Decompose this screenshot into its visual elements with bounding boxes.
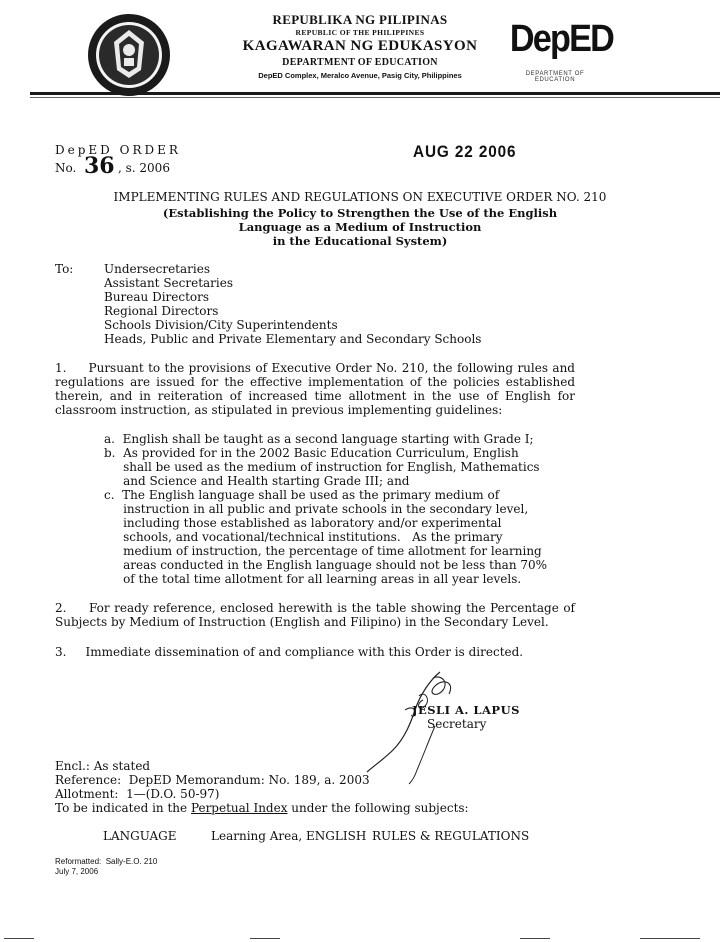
deped-seal-logo: [86, 12, 172, 98]
signatory-name: JESLI A. LAPUS: [412, 703, 520, 717]
scan-artifact: [250, 938, 280, 939]
perpetual-index-prefix: To be indicated in the: [55, 801, 191, 815]
letterhead-department: DEPARTMENT OF EDUCATION: [282, 57, 438, 68]
paragraph-1-line: 1. Pursuant to the provisions of Executive Order No. 210, the following rules and: [55, 361, 575, 375]
recipient-item: Regional Directors: [104, 304, 219, 318]
list-item-c: c. The English language shall be used as the primary medium of: [104, 488, 500, 502]
list-item-a: a. English shall be taught as a second language starting with Grade I;: [104, 432, 534, 446]
index-subject: RULES & REGULATIONS: [372, 829, 530, 843]
paragraph-1-line: therein, and in reiteration of increased time allotment in the use of English for: [55, 389, 575, 403]
deped-wordmark-caption: DEPARTMENT OF EDUCATION: [525, 71, 585, 83]
list-item-c-line: instruction in all public and private schools in the secondary level,: [104, 502, 529, 516]
list-item-b: b. As provided for in the 2002 Basic Education Curriculum, English: [104, 446, 519, 460]
recipient-item: Bureau Directors: [104, 290, 210, 304]
order-number: 36: [84, 153, 115, 179]
recipient-item: Heads, Public and Private Elementary and Secondary Schools: [104, 332, 482, 346]
date-stamp: AUG 22 2006: [413, 142, 517, 161]
recipient-item: Undersecretaries: [104, 262, 210, 276]
document-subtitle-line-1: (Establishing the Policy to Strengthen the Use of the English: [162, 206, 558, 220]
perpetual-index-note: [55, 801, 469, 815]
reformatted-date: July 7, 2006: [55, 867, 99, 876]
perpetual-index-suffix: under the following subjects:: [287, 801, 469, 815]
scan-artifact: [520, 938, 550, 939]
letterhead-republic: REPUBLIKA NG PILIPINAS: [272, 12, 448, 27]
document-subtitle-line-3: in the Educational System): [272, 234, 448, 248]
order-number-label: No.: [55, 161, 77, 175]
index-subject: Learning Area, ENGLISH: [211, 829, 367, 843]
perpetual-index-link: Perpetual Index: [190, 801, 288, 815]
index-subject: LANGUAGE: [103, 829, 177, 843]
order-label: DepED ORDER: [55, 143, 181, 157]
paragraph-3: 3. Immediate dissemination of and compliance with this Order is directed.: [55, 645, 524, 659]
document-subtitle-line-2: Language as a Medium of Instruction: [238, 220, 482, 234]
list-item-b-line: shall be used as the medium of instruction for English, Mathematics: [104, 460, 540, 474]
list-item-c-line: of the total time allotment for all learning areas in all year levels.: [104, 572, 522, 586]
enclosure-note: Encl.: As stated: [55, 759, 151, 773]
paragraph-1-line: regulations are issued for the effective implementation of the policies established: [55, 375, 575, 389]
recipient-item: Schools Division/City Superintendents: [104, 318, 338, 332]
letterhead-rule-thin: [30, 97, 720, 98]
reference-note: Reference: DepED Memorandum: No. 189, a. 2003: [55, 773, 370, 787]
to-label: To:: [55, 262, 74, 276]
list-item-b-line: and Science and Health starting Grade III; and: [104, 474, 410, 488]
list-item-c-line: areas conducted in the English language should not be less than 70%: [104, 558, 548, 572]
scan-artifact: [4, 938, 34, 939]
deped-wordmark-text: DepED: [509, 18, 614, 60]
deped-wordmark-logo: [505, 18, 614, 93]
allotment-note: Allotment: 1—(D.O. 50-97): [55, 787, 220, 801]
paragraph-2-line: Subjects by Medium of Instruction (English and Filipino) in the Secondary Level.: [55, 615, 549, 629]
paragraph-1-line: classroom instruction, as stipulated in previous implementing guidelines:: [55, 403, 503, 417]
list-item-c-line: medium of instruction, the percentage of time allotment for learning: [104, 544, 542, 558]
document-title: IMPLEMENTING RULES AND REGULATIONS ON EXECUTIVE ORDER NO. 210: [113, 190, 607, 204]
reformatted-note: Reformatted: Sally-E.O. 210: [55, 857, 158, 866]
list-item-c-line: including those established as laboratory and/or experimental: [104, 516, 502, 530]
scan-artifact: [640, 938, 700, 939]
letterhead-republic-en: REPUBLIC OF THE PHILIPPINES: [295, 28, 425, 37]
paragraph-2-line: 2. For ready reference, enclosed herewith is the table showing the Percentage of: [55, 601, 575, 615]
recipient-item: Assistant Secretaries: [104, 276, 234, 290]
letterhead-rule-thick: [30, 92, 720, 95]
signatory-title: Secretary: [427, 717, 487, 731]
order-series: , s. 2006: [118, 161, 170, 175]
letterhead-kagawaran: KAGAWARAN NG EDUKASYON: [242, 38, 478, 54]
list-item-c-line: schools, and vocational/technical institutions. As the primary: [104, 530, 503, 544]
letterhead-address: DepED Complex, Meralco Avenue, Pasig City, Philippines: [258, 71, 462, 80]
